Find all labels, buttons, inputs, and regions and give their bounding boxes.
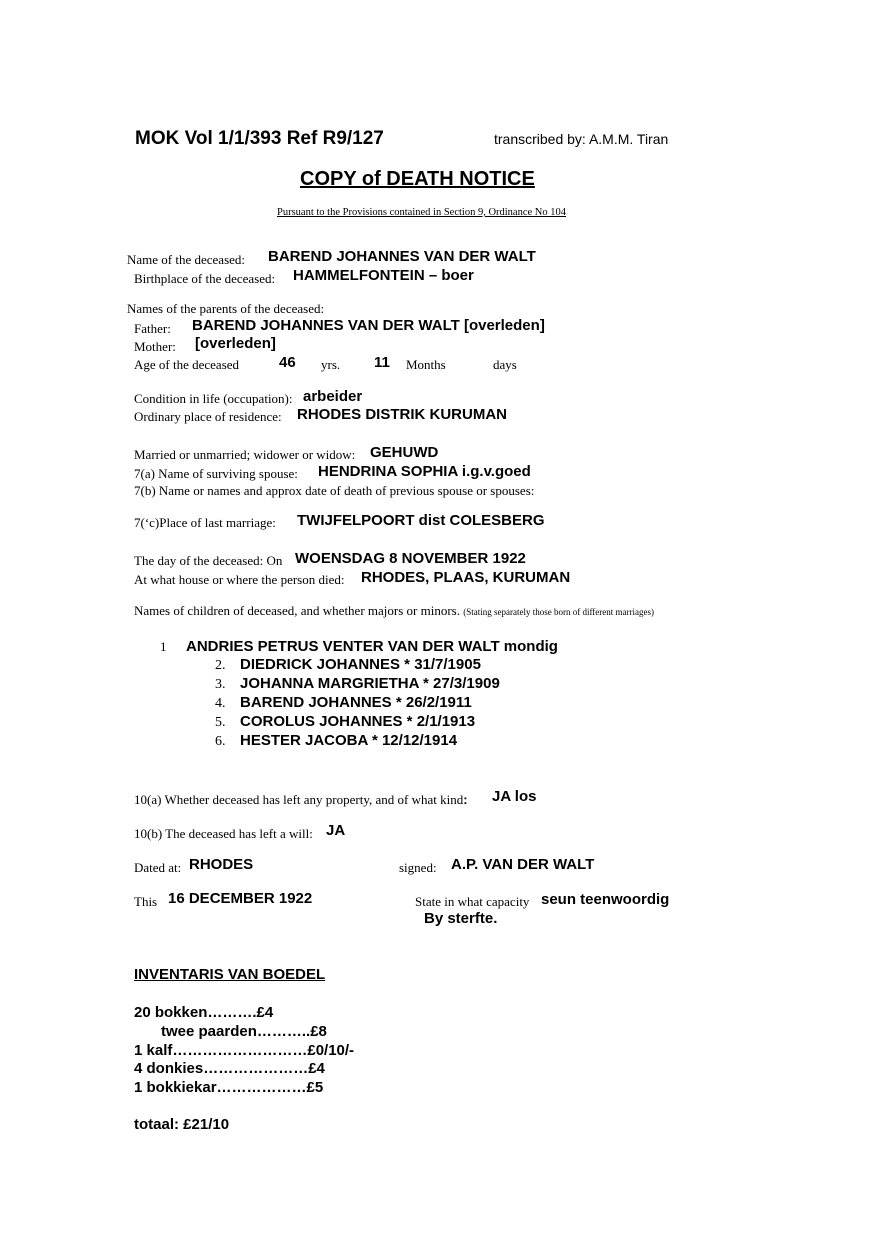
capacity-label: State in what capacity [415,894,530,909]
signatory: A.P. VAN DER WALT [451,856,595,873]
child-number: 6. [215,734,226,749]
occupation: arbeider [303,388,363,405]
surviving-spouse: HENDRINA SOPHIA i.g.v.goed [318,463,531,480]
dated-label: Dated at: [134,860,182,875]
property-colon: : [463,792,468,807]
signed-label: signed: [399,860,437,875]
child-number: 1 [160,639,167,654]
list-item: 20 bokken……….£4 [134,1004,274,1021]
father-label: Father: [134,321,171,336]
birthplace: HAMMELFONTEIN – boer [293,267,474,284]
children-heading [134,603,654,619]
last-marriage-place: TWIJFELPOORT dist COLESBERG [297,512,545,529]
dated-place: RHODES [189,856,254,873]
document-reference: MOK Vol 1/1/393 Ref R9/127 [135,128,384,149]
residence-label: Ordinary place of residence: [134,409,282,424]
list-item [215,713,475,731]
list-item: twee paarden………..£8 [161,1023,327,1040]
child-number: 4. [215,696,226,711]
child-name: HESTER JACOBA * 12/12/1914 [240,732,458,749]
children-heading-text: Names of children of deceased, and whether majors or minors. [134,603,460,618]
child-name: COROLUS JOHANNES * 2/1/1913 [240,713,476,730]
child-name: DIEDRICK JOHANNES * 31/7/1905 [240,656,481,673]
mother-label: Mother: [134,339,176,354]
list-item: 1 kalf………………………£0/10/- [134,1042,355,1059]
property-value: JA los [492,788,537,805]
list-item: 1 bokkiekar………………£5 [134,1079,324,1096]
property-row [134,791,468,809]
age-label: Age of the deceased [134,357,240,372]
child-name: ANDRIES PETRUS VENTER VAN DER WALT mondig [186,638,558,655]
age-years: 46 [279,354,296,371]
child-number: 2. [215,658,226,673]
list-item [215,732,457,750]
death-place: RHODES, PLAAS, KURUMAN [361,569,571,586]
list-item: 4 donkies…………………£4 [134,1060,325,1077]
property-label: 10(a) Whether deceased has left any property, and of what kind [134,792,464,807]
marital-status: GEHUWD [370,444,439,461]
list-item [215,675,500,693]
birthplace-label: Birthplace of the deceased: [134,271,276,286]
list-item [215,694,472,712]
capacity-value: seun teenwoordig [541,891,670,908]
parents-heading: Names of the parents of the deceased: [127,301,325,316]
surviving-spouse-label: 7(a) Name of surviving spouse: [134,466,298,481]
capacity-value-continued: By sterfte. [424,910,498,927]
page-subtitle: Pursuant to the Provisions contained in Section 9, Ordinance No 104 [277,207,567,218]
residence: RHODES DISTRIK KURUMAN [297,406,507,423]
death-day: WOENSDAG 8 NOVEMBER 1922 [295,550,526,567]
age-years-unit: yrs. [321,357,341,372]
will-value: JA [326,822,346,839]
transcriber-credit: transcribed by: A.M.M. Tiran [494,131,669,147]
age-months: 11 [374,354,390,371]
age-months-unit: Months [406,357,446,372]
deceased-name-label: Name of the deceased: [127,252,246,267]
will-label: 10(b) The deceased has left a will: [134,826,313,841]
children-heading-note: (Stating separately those born of different marriages) [463,607,655,617]
deceased-name: BAREND JOHANNES VAN DER WALT [268,248,536,265]
father-name: BAREND JOHANNES VAN DER WALT [overleden] [192,317,545,334]
age-days-unit: days [493,357,517,372]
list-item [215,656,481,674]
page-title: COPY of DEATH NOTICE [300,168,535,190]
occupation-label: Condition in life (occupation): [134,391,293,406]
last-marriage-label: 7(‘c)Place of last marriage: [134,515,276,530]
child-name: BAREND JOHANNES * 26/2/1911 [240,694,472,711]
child-number: 3. [215,677,226,692]
death-place-label: At what house or where the person died: [134,572,345,587]
inventory-total: totaal: £21/10 [134,1116,230,1133]
inventory-heading: INVENTARIS VAN BOEDEL [134,966,326,983]
death-day-label: The day of the deceased: On [134,553,283,568]
list-item [160,638,558,656]
marital-status-label: Married or unmarried; widower or widow: [134,447,356,462]
signing-date: 16 DECEMBER 1922 [168,890,313,907]
this-label: This [134,894,158,909]
mother-name: [overleden] [195,335,276,352]
previous-spouse-label: 7(b) Name or names and approx date of death of previous spouse or spouses: [134,483,535,498]
child-number: 5. [215,715,226,730]
child-name: JOHANNA MARGRIETHA * 27/3/1909 [240,675,500,692]
